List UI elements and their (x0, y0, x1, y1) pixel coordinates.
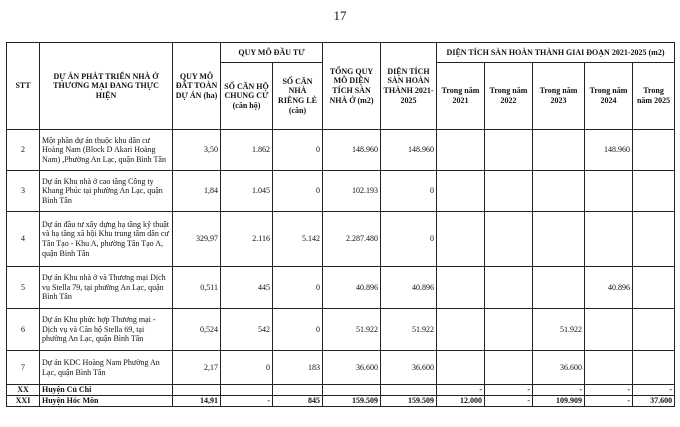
table-row (7, 171, 675, 212)
summary-row (7, 385, 675, 396)
cell-stt: 4 (7, 212, 40, 267)
table-row (7, 267, 675, 309)
cell-y2025 (633, 351, 675, 385)
cell-apartments: 1.862 (221, 130, 273, 171)
header-year-2022: Trong năm 2022 (485, 63, 533, 130)
cell-y2022 (485, 171, 533, 212)
cell-area: 0,524 (173, 309, 221, 351)
cell-y2025 (633, 130, 675, 171)
cell-apartments (221, 385, 273, 396)
header-year-2024: Trong năm 2024 (585, 63, 633, 130)
cell-y2024 (585, 212, 633, 267)
cell-project-name: Dự án Khu nhà ở và Thương mại Dịch vụ Stella 79, tại phường An Lạc, quận Bình Tân (40, 267, 173, 309)
cell-completed: 40.896 (381, 267, 437, 309)
table-row (7, 351, 675, 385)
page-number: 17 (333, 8, 347, 23)
cell-stt: XXI (7, 396, 40, 407)
cell-project-name: Dự án đầu tư xây dựng hạ tầng kỹ thuật và hạ tầng xã hội Khu trung tâm dân cư Tân Tạo - Khu A, phường Tân Tạo A, quận Bình Tân (40, 212, 173, 267)
cell-y2021 (437, 309, 485, 351)
cell-houses: 845 (273, 396, 323, 407)
header-year-2023: Trong năm 2023 (533, 63, 585, 130)
cell-area: 329,97 (173, 212, 221, 267)
header-total-floor: TỔNG QUY MÔ DIỆN TÍCH SÀN NHÀ Ở (m2) (323, 43, 381, 130)
cell-apartments: - (221, 396, 273, 407)
cell-y2024: - (585, 396, 633, 407)
cell-y2024 (585, 171, 633, 212)
cell-y2023 (533, 130, 585, 171)
cell-y2021: - (437, 385, 485, 396)
cell-y2023: - (533, 385, 585, 396)
header-project: DỰ ÁN PHÁT TRIỂN NHÀ Ở THƯƠNG MẠI ĐANG THỰC HIỆN (40, 43, 173, 130)
header-apartments: SỐ CĂN HỘ CHUNG CƯ (căn hộ) (221, 63, 273, 130)
cell-stt: 2 (7, 130, 40, 171)
cell-y2025: 37.600 (633, 396, 675, 407)
cell-y2025 (633, 309, 675, 351)
cell-y2021 (437, 212, 485, 267)
cell-houses: 5.142 (273, 212, 323, 267)
cell-completed: 148.960 (381, 130, 437, 171)
cell-total-floor: 51.922 (323, 309, 381, 351)
table-row (7, 130, 675, 171)
header-houses: SỐ CĂN NHÀ RIÊNG LẺ (căn) (273, 63, 323, 130)
cell-houses: 0 (273, 171, 323, 212)
cell-apartments: 2.116 (221, 212, 273, 267)
cell-y2022: - (485, 396, 533, 407)
cell-y2024: 148.960 (585, 130, 633, 171)
cell-y2023: 109.909 (533, 396, 585, 407)
cell-y2025: - (633, 385, 675, 396)
cell-stt: XX (7, 385, 40, 396)
cell-y2022 (485, 351, 533, 385)
table-row (7, 212, 675, 267)
cell-houses: 0 (273, 130, 323, 171)
cell-completed: 51.922 (381, 309, 437, 351)
cell-y2025 (633, 267, 675, 309)
cell-y2023: 51.922 (533, 309, 585, 351)
cell-y2021: 12.000 (437, 396, 485, 407)
cell-completed: 0 (381, 171, 437, 212)
cell-area: 3,50 (173, 130, 221, 171)
header-year-2025: Trong năm 2025 (633, 63, 675, 130)
cell-y2021 (437, 351, 485, 385)
header-period: DIỆN TÍCH SÀN HOÀN THÀNH GIAI ĐOẠN 2021-2025 (m2) (437, 43, 675, 63)
cell-apartments: 1.045 (221, 171, 273, 212)
cell-total-floor: 40.896 (323, 267, 381, 309)
cell-y2022 (485, 267, 533, 309)
summary-row (7, 396, 675, 407)
cell-total-floor: 159.509 (323, 396, 381, 407)
cell-y2022 (485, 130, 533, 171)
cell-total-floor: 36.600 (323, 351, 381, 385)
cell-y2021 (437, 267, 485, 309)
cell-y2025 (633, 171, 675, 212)
cell-stt: 3 (7, 171, 40, 212)
cell-completed: 159.509 (381, 396, 437, 407)
cell-y2022 (485, 309, 533, 351)
cell-stt: 6 (7, 309, 40, 351)
cell-area (173, 385, 221, 396)
cell-stt: 5 (7, 267, 40, 309)
cell-y2021 (437, 130, 485, 171)
cell-houses: 0 (273, 267, 323, 309)
cell-y2023 (533, 171, 585, 212)
header-area: QUY MÔ ĐẤT TOÀN DỰ ÁN (ha) (173, 43, 221, 130)
cell-y2024: 40.896 (585, 267, 633, 309)
cell-project-name: Một phần dự án thuộc khu dân cư Hoàng Nam (Block D Akari Hoàng Nam) ,Phường An Lạc, quận Bình Tân (40, 130, 173, 171)
housing-projects-table (6, 42, 675, 407)
cell-y2024 (585, 309, 633, 351)
header-stt: STT (7, 43, 40, 130)
cell-houses: 183 (273, 351, 323, 385)
cell-project-name: Dự án KDC Hoàng Nam Phường An Lạc, quận Bình Tân (40, 351, 173, 385)
cell-area: 14,91 (173, 396, 221, 407)
table-header (7, 43, 675, 130)
header-completed: DIỆN TÍCH SÀN HOÀN THÀNH 2021-2025 (381, 43, 437, 130)
cell-completed (381, 385, 437, 396)
cell-y2024: - (585, 385, 633, 396)
cell-project-name: Dự án Khu nhà ở cao tầng Công ty Khang Phúc tại phường An Lạc, quận Bình Tân (40, 171, 173, 212)
header-year-2021: Trong năm 2021 (437, 63, 485, 130)
cell-area: 0,511 (173, 267, 221, 309)
cell-completed: 0 (381, 212, 437, 267)
cell-houses: 0 (273, 309, 323, 351)
cell-y2023 (533, 267, 585, 309)
cell-total-floor (323, 385, 381, 396)
cell-y2023 (533, 212, 585, 267)
cell-apartments: 542 (221, 309, 273, 351)
cell-apartments: 445 (221, 267, 273, 309)
cell-total-floor: 2.287.480 (323, 212, 381, 267)
header-invest: QUY MÔ ĐẦU TƯ (221, 43, 323, 63)
cell-total-floor: 148.960 (323, 130, 381, 171)
cell-y2022: - (485, 385, 533, 396)
table-row (7, 309, 675, 351)
cell-district-name: Huyện Củ Chi (40, 385, 173, 396)
cell-district-name: Huyện Hóc Môn (40, 396, 173, 407)
cell-y2024 (585, 351, 633, 385)
cell-area: 2,17 (173, 351, 221, 385)
cell-total-floor: 102.193 (323, 171, 381, 212)
cell-houses (273, 385, 323, 396)
cell-stt: 7 (7, 351, 40, 385)
cell-y2021 (437, 171, 485, 212)
cell-completed: 36.600 (381, 351, 437, 385)
cell-y2023: 36.600 (533, 351, 585, 385)
cell-project-name: Dự án Khu phức hợp Thương mại - Dịch vụ và Căn hộ Stella 69, tại phường An Lạc, quận Bình Tân (40, 309, 173, 351)
cell-area: 1,84 (173, 171, 221, 212)
cell-apartments: 0 (221, 351, 273, 385)
cell-y2025 (633, 212, 675, 267)
cell-y2022 (485, 212, 533, 267)
